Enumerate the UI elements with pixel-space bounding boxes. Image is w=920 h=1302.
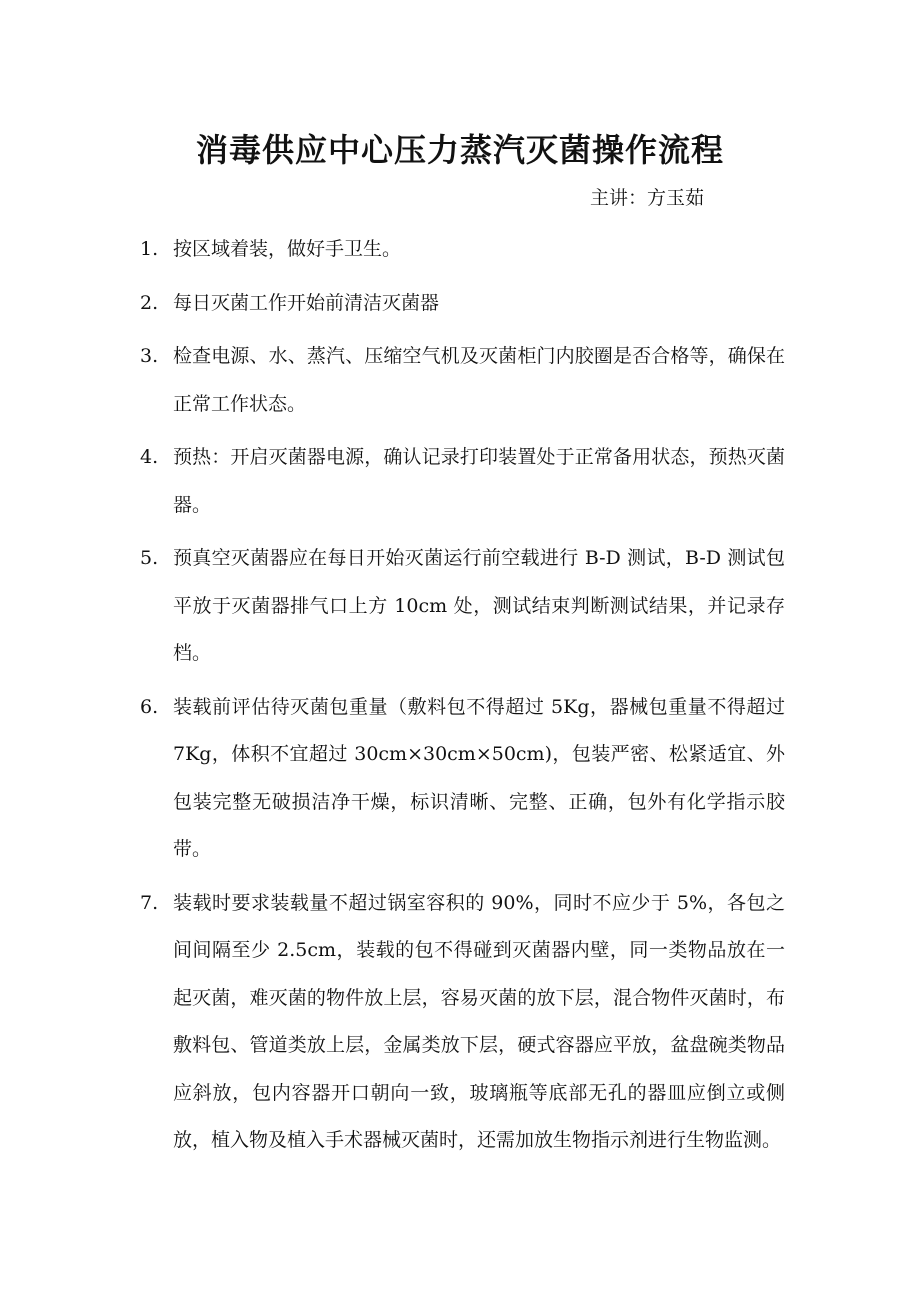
presenter-line: 主讲：方玉茹 — [590, 187, 705, 209]
step-item-4 — [140, 434, 785, 529]
document-title: 消毒供应中心压力蒸汽灭菌操作流程 — [195, 131, 724, 169]
step-text: 每日灭菌工作开始前清洁灭菌器 — [173, 291, 440, 314]
step-number: 6. — [140, 695, 159, 718]
step-item-6 — [140, 684, 785, 874]
step-number: 4. — [140, 446, 159, 468]
step-item-7 — [140, 880, 785, 1165]
step-number: 3. — [140, 345, 159, 367]
step-text: 按区域着装，做好手卫生。 — [173, 238, 402, 260]
step-text: 预热：开启灭菌器电源，确认记录打印装置处于正常备用状态，预热灭菌器。 — [173, 446, 785, 516]
step-text: 预真空灭菌器应在每日开始灭菌运行前空载进行 B-D 测试，B-D 测试包平放于灭菌器排气口上方 10cm 处，测试结束判断测试结果，并记录存档。 — [173, 547, 785, 664]
step-item-3 — [140, 333, 785, 428]
step-number: 1. — [140, 238, 159, 260]
procedure-steps-list — [140, 226, 785, 1171]
step-item-2 — [140, 280, 785, 328]
step-item-5 — [140, 535, 785, 678]
step-text: 装载前评估待灭菌包重量（敷料包不得超过 5Kg，器械包重量不得超过 7Kg，体积不宜超过 30cm×30cm×50cm)，包装严密、松紧适宜、外包装完整无破损洁净干燥，标识清晰、完整、正确，包外有化学指示胶带。 — [173, 695, 785, 860]
step-text: 检查电源、水、蒸汽、压缩空气机及灭菌柜门内胶圈是否合格等，确保在正常工作状态。 — [173, 345, 785, 415]
step-number: 7. — [140, 891, 159, 914]
step-text: 装载时要求装载量不超过锅室容积的 90%，同时不应少于 5%，各包之间间隔至少 2.5cm，装载的包不得碰到灭菌器内壁，同一类物品放在一起灭菌，难灭菌的物件放上层，容易灭菌的放下层，混合物件灭菌时，布敷料包、管道类放上层，金属类放下层，硬式容器应平放，盆盘碗类物品应斜放，包内容器开口朝向一致，玻璃瓶等底部无孔的器皿应倒立或侧放，植入物及植入手术器械灭菌时，还需加放生物指示剂进行生物监测。 — [173, 891, 785, 1151]
step-item-1 — [140, 226, 785, 274]
step-number: 5. — [140, 547, 159, 569]
step-number: 2. — [140, 291, 159, 314]
